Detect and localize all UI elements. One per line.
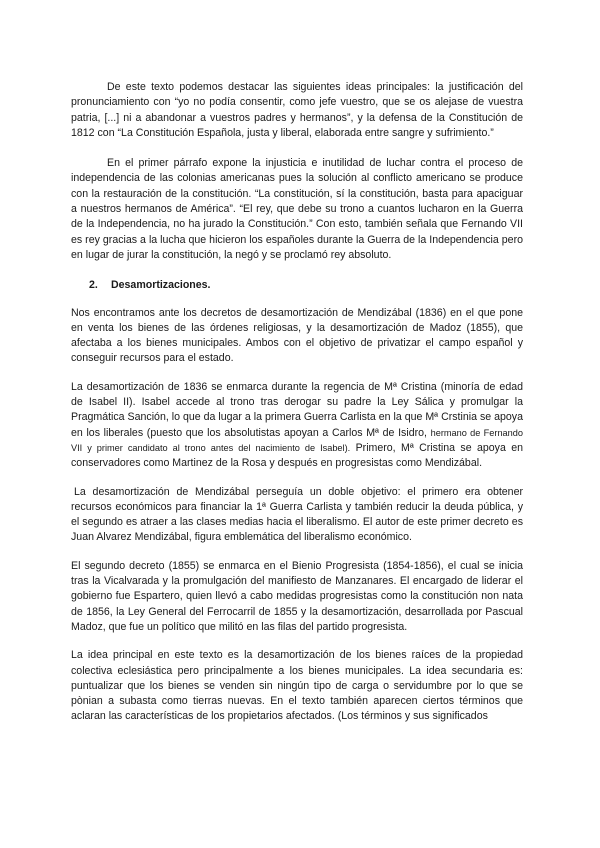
paragraph-ideas-principales: De este texto podemos destacar las siguientes ideas principales: la justificación del pronunciamiento con “yo no podía consentir, como jefe vuestro, que se os alejase de vuestra patria, [...] ni a abandonar a vuestros padres y hermanos”, y la defensa de la Constitución de 1812 con “La Constitución Española, justa y liberal, elaborada entre sangre y sufrimiento.”	[71, 81, 523, 139]
paragraph-1836-note: hermano de Fernando VII y primer candidato al trono antes del nacimiento de Isabel).	[71, 427, 523, 453]
paragraph-primer-parrafo: En el primer párrafo expone la injusticia e inutilidad de luchar contra el proceso de independencia de las colonias americanas pues la solución al conflicto americano se produce con la restauración de la constitución. “La constitución, sí la constitución, basta para apaciguar a nuestros hermanos de América”. “El rey, que debe su trono a cuantos lucharon en la Guerra de la Independencia, no ha jurado la Constitución.” Con esto, también señala que Fernando VII es rey gracias a la lucha que hicieron los españoles durante la Guerra de la Independencia pero en lugar de jurar la constitución, la negó y se proclamó rey absoluto.	[71, 157, 523, 261]
paragraph-idea-principal: La idea principal en este texto es la desamortización de los bienes raíces de la propiedad colectiva eclesiástica pero principalmente a los bienes municipales. La idea secundaria es: puntualizar que los bienes se venden sin ningún tipo de carga o servidumbre por lo que se pònian a subasta como tierras nuevas. En el texto también aparecen ciertos términos que aclaran las características de los propietarios afectados. (Los términos y sus significados	[71, 649, 523, 723]
document-page	[71, 80, 523, 725]
heading-text: Desamortizaciones.	[111, 279, 211, 292]
section-heading	[71, 278, 523, 293]
paragraph-1836-end: Primero, Mª Cristina se apoya en conservadores como Martinez de la Rosa y después en progresistas como Mendizábal.	[71, 441, 524, 470]
paragraph-desamortizacion-1836	[71, 380, 523, 472]
paragraph-1836-main: La desamortización de 1836 se enmarca durante la regencia de Mª Cristina (minoría de edad de Isabel II). Isabel accede al trono tras derogar su padre la Ley Sálica y promulgar la Pragmática Sanción, lo que da lugar a la primera Guerra Carlista en la que Mª Crstinia se apoya en los liberales (puesto que los absolutistas apoyan a Carlos Mª de Isidro,	[71, 380, 523, 439]
paragraph-decretos: Nos encontramos ante los decretos de desamortización de Mendizábal (1836) en el que pone en venta los bienes de las órdenes religiosas, y la desamortización de Madoz (1855), que afectaba a los bienes municipales. Ambos con el objetivo de privatizar el campo español y conseguir recursos para el estado.	[71, 306, 523, 365]
heading-number: 2.	[89, 279, 98, 292]
paragraph-segundo-decreto: El segundo decreto (1855) se enmarca en el Bienio Progresista (1854-1856), el cual se inicia tras la Vicalvarada y la promulgación del manifiesto de Manzanares. El encargado de liderar el gobierno fue Espartero, quien llevó a cabo medidas progresistas como la constitución non nata de 1856, la Ley General del Ferrocarril de 1855 y la desamortización, desarrollada por Pascual Madoz, que fue un político que militó en las filas del partido progresista.	[71, 559, 523, 633]
paragraph-mendizabal: La desamortización de Mendizábal perseguía un doble objetivo: el primero era obtener recursos económicos para financiar la 1ª Guerra Carlista y también reducir la deuda pública, y el segundo es atraer a las clases medias hacia el liberalismo. El autor de este primer decreto es Juan Alvarez Mendizábal, figura emblemática del liberalismo económico.	[71, 485, 523, 544]
